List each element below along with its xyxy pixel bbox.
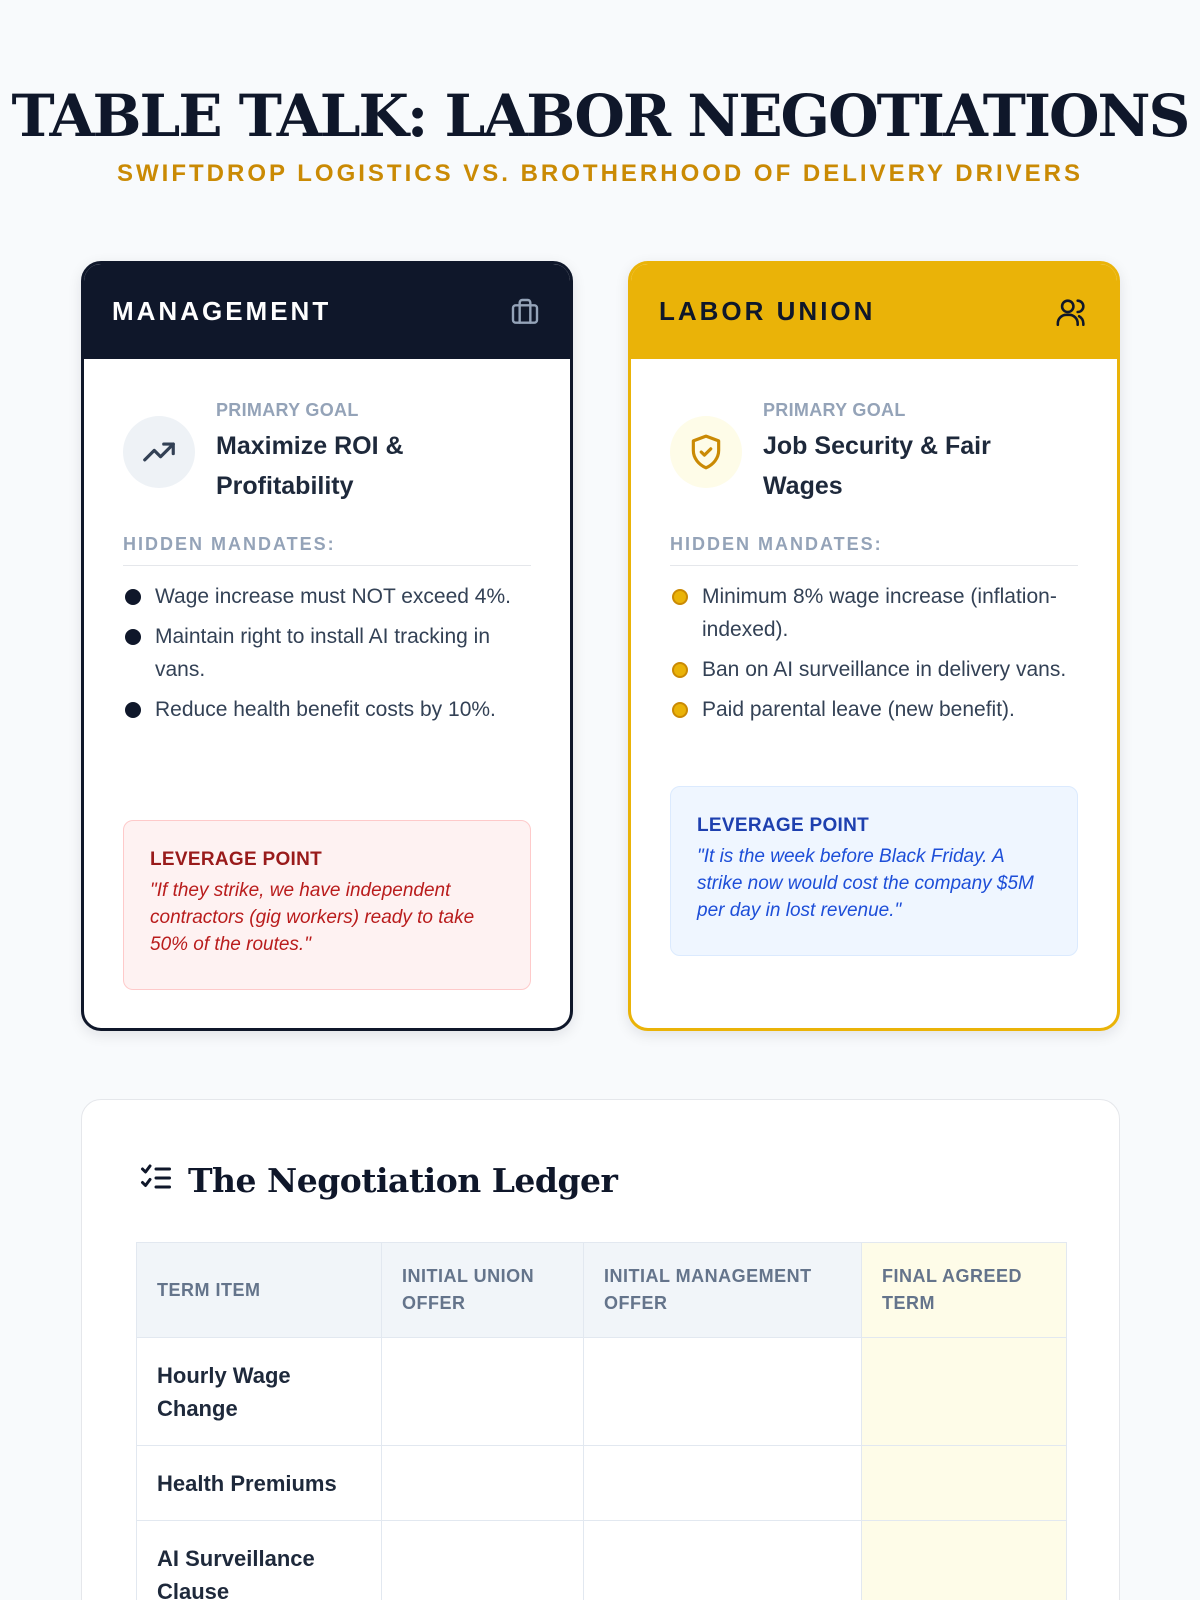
bullet-dot [125, 702, 141, 718]
mandate-item [670, 653, 1078, 686]
goal-kicker: PRIMARY GOAL [216, 400, 359, 420]
mandate-text: Wage increase must NOT exceed 4%. [155, 585, 511, 608]
term-cell: AI Surveillance Clause [137, 1521, 382, 1600]
bullet-dot [672, 662, 688, 678]
bullet-dot [672, 702, 688, 718]
trending-up-icon [123, 416, 195, 488]
ledger-header [138, 1160, 617, 1201]
ledger-table [136, 1242, 1067, 1600]
term-cell: Health Premiums [137, 1446, 382, 1521]
management-offer-cell[interactable] [584, 1338, 862, 1446]
mandate-text: Reduce health benefit costs by 10%. [155, 698, 496, 721]
leverage-box [123, 820, 531, 990]
term-cell: Hourly Wage Change [137, 1338, 382, 1446]
management-card-header [84, 264, 570, 359]
page-title: TABLE TALK: LABOR NEGOTIATIONS [11, 82, 1189, 150]
management-card [81, 261, 573, 1031]
page-subtitle: SWIFTDROP LOGISTICS VS. BROTHERHOOD OF DELIVERY DRIVERS [117, 160, 1083, 187]
shield-check-icon [670, 416, 742, 488]
union-offer-cell[interactable] [382, 1338, 584, 1446]
mandates-title: HIDDEN MANDATES: [670, 534, 1078, 566]
table-row [137, 1446, 1067, 1521]
mandates-list [123, 580, 531, 733]
final-term-cell[interactable] [862, 1521, 1067, 1600]
goal-text: Job Security & Fair Wages [763, 432, 991, 500]
column-header: INITIAL MANAGEMENT OFFER [584, 1243, 862, 1338]
mandate-item [123, 620, 531, 686]
negotiation-ledger [81, 1099, 1120, 1600]
bullet-dot [125, 629, 141, 645]
goal-kicker: PRIMARY GOAL [763, 400, 906, 420]
mandate-text: Ban on AI surveillance in delivery vans. [702, 658, 1067, 681]
leverage-box [670, 786, 1078, 956]
table-row [137, 1521, 1067, 1600]
union-label: LABOR UNION [659, 296, 876, 326]
mandate-item [670, 693, 1078, 726]
mandate-text: Minimum 8% wage increase (inflation-indexed). [702, 585, 1057, 641]
final-term-cell[interactable] [862, 1338, 1067, 1446]
ledger-title: The Negotiation Ledger [188, 1161, 618, 1200]
union-offer-cell[interactable] [382, 1446, 584, 1521]
bullet-dot [672, 589, 688, 605]
mandates-title: HIDDEN MANDATES: [123, 534, 531, 566]
mandate-item [670, 580, 1078, 646]
briefcase-icon [508, 295, 542, 329]
union-offer-cell[interactable] [382, 1521, 584, 1600]
goal-text: Maximize ROI & Profitability [216, 432, 404, 500]
leverage-quote: "If they strike, we have independent contractors (gig workers) ready to take 50% of the routes." [150, 880, 475, 955]
union-card [628, 261, 1120, 1031]
column-header: INITIAL UNION OFFER [382, 1243, 584, 1338]
users-icon [1055, 295, 1089, 329]
management-label: MANAGEMENT [112, 296, 332, 326]
mandate-item [123, 580, 531, 613]
mandates-list [670, 580, 1078, 733]
management-offer-cell[interactable] [584, 1446, 862, 1521]
leverage-title: LEVERAGE POINT [150, 849, 323, 870]
column-header: FINAL AGREED TERM [862, 1243, 1067, 1338]
table-header-row [137, 1243, 1067, 1338]
mandate-item [123, 693, 531, 726]
management-offer-cell[interactable] [584, 1521, 862, 1600]
mandate-text: Maintain right to install AI tracking in vans. [155, 625, 490, 681]
union-goal [670, 400, 1078, 514]
leverage-title: LEVERAGE POINT [697, 815, 870, 836]
table-row [137, 1338, 1067, 1446]
bullet-dot [125, 589, 141, 605]
leverage-quote: "It is the week before Black Friday. A strike now would cost the company $5M per day in lost revenue." [697, 846, 1034, 921]
column-header: TERM ITEM [137, 1243, 382, 1338]
management-goal [123, 400, 531, 514]
final-term-cell[interactable] [862, 1446, 1067, 1521]
mandate-text: Paid parental leave (new benefit). [702, 698, 1015, 721]
checklist-icon [138, 1160, 174, 1201]
union-card-header [631, 264, 1117, 359]
